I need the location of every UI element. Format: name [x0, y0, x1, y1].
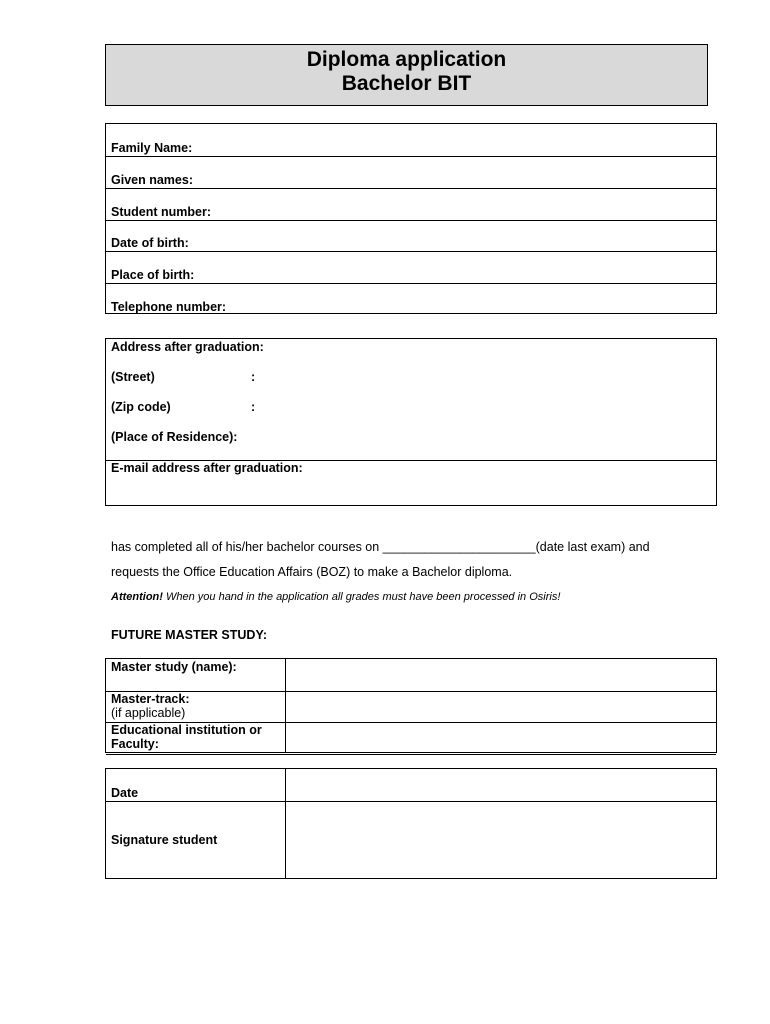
address-heading: Address after graduation:: [111, 340, 264, 354]
attention-note: [111, 591, 560, 603]
institution-row[interactable]: [106, 722, 716, 755]
date-label[interactable]: Date: [111, 786, 139, 800]
family-name-label: Family Name:: [111, 141, 193, 155]
master-study-table: [105, 658, 717, 753]
email-label[interactable]: E-mail address after graduation:: [111, 461, 303, 475]
attention-label: Attention!: [111, 591, 163, 603]
date-of-birth-field[interactable]: [106, 219, 716, 252]
zip-code-label[interactable]: (Zip code): [111, 400, 171, 414]
statement-line-1: has completed all of his/her bachelor courses on ______________________(date last exam) and: [111, 540, 650, 554]
master-track-row[interactable]: [106, 691, 716, 723]
street-label[interactable]: (Street): [111, 370, 155, 384]
place-of-residence-label[interactable]: (Place of Residence):: [111, 430, 238, 444]
signature-table-column-divider: [285, 769, 286, 878]
title-line-2: Bachelor BIT: [341, 72, 472, 95]
telephone-number-field[interactable]: [106, 283, 716, 315]
title-line-1: Diploma application: [306, 48, 507, 71]
institution-label-line-1: Educational institution or: [111, 723, 262, 737]
given-names-label: Given names:: [111, 173, 193, 187]
master-study-row[interactable]: [106, 659, 716, 692]
telephone-number-label: Telephone number:: [111, 300, 227, 314]
title-box: [105, 44, 708, 106]
personal-info-table: [105, 123, 717, 314]
signature-table-row-divider: [106, 801, 716, 802]
attention-text: When you hand in the application all grades must have been processed in Osiris!: [162, 591, 561, 603]
given-names-field[interactable]: [106, 156, 716, 189]
signature-table: [105, 768, 717, 879]
street-colon: :: [251, 370, 256, 384]
statement-line-2: requests the Office Education Affairs (BOZ) to make a Bachelor diploma.: [111, 565, 513, 579]
master-table-column-divider: [285, 659, 286, 752]
master-track-note: (if applicable): [111, 706, 186, 720]
family-name-field[interactable]: [106, 124, 716, 157]
place-of-birth-label: Place of birth:: [111, 268, 195, 282]
signature-student-label[interactable]: Signature student: [111, 833, 218, 847]
zip-code-colon: :: [251, 400, 256, 414]
master-track-label: Master-track:: [111, 692, 190, 706]
address-box: [105, 338, 717, 506]
place-of-birth-field[interactable]: [106, 251, 716, 284]
master-study-label: Master study (name):: [111, 660, 237, 674]
future-master-heading: FUTURE MASTER STUDY:: [111, 628, 268, 642]
institution-label-line-2: Faculty:: [111, 737, 159, 751]
student-number-field[interactable]: [106, 188, 716, 221]
date-of-birth-label: Date of birth:: [111, 236, 189, 250]
student-number-label: Student number:: [111, 205, 211, 219]
